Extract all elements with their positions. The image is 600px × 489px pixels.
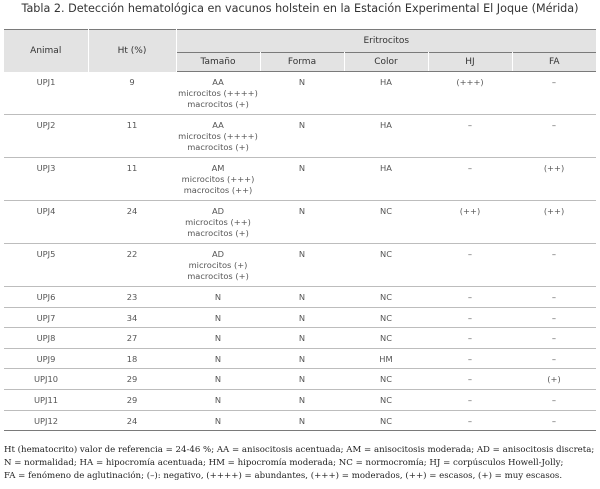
- cell-color: NC: [380, 312, 392, 323]
- cell-tamano: [176, 287, 260, 308]
- header-forma: Forma: [260, 53, 344, 72]
- tamano-line: macrocitos (+): [187, 142, 249, 153]
- cell-tamano: [176, 328, 260, 349]
- cell-fa: –: [551, 249, 557, 259]
- table-row: [4, 244, 596, 287]
- table-row: [4, 369, 596, 390]
- note-line: FA = fenómeno de aglutinación; (–): negativo, (++++) = abundantes, (+++) = moderados, (++) = escasos, (+) = muy escasos.: [4, 471, 563, 481]
- cell-hj: (++): [459, 206, 481, 216]
- cell-color: NC: [380, 249, 392, 259]
- cell-fa: –: [551, 292, 557, 302]
- tamano-line: N: [214, 353, 222, 364]
- cell-hj: –: [467, 374, 473, 385]
- cell-forma: N: [298, 312, 306, 323]
- cell-animal: UPJ4: [36, 206, 56, 216]
- cell-hj: –: [467, 292, 473, 302]
- cell-color: NC: [380, 206, 392, 216]
- cell-color: NC: [380, 292, 392, 302]
- cell-animal: UPJ9: [36, 353, 56, 364]
- tamano-line: microcitos (++++): [178, 131, 258, 142]
- cell-forma: N: [298, 163, 306, 173]
- header-hj: HJ: [428, 53, 512, 72]
- cell-forma: N: [298, 249, 306, 259]
- cell-animal: UPJ11: [33, 394, 59, 405]
- cell-tamano: [176, 389, 260, 410]
- cell-fa: (++): [543, 206, 565, 216]
- cell-animal: UPJ8: [36, 333, 56, 344]
- cell-fa: –: [551, 77, 557, 87]
- note-line: N = normalidad; HA = hipocromía acentuada; HM = hipocromía moderada; NC = normocromía; HJ = corpúsculos Howell-Jolly;: [4, 458, 564, 468]
- header-animal: Animal: [4, 30, 88, 72]
- note-line: Ht (hematocrito) valor de referencia = 24-46 %; AA = anisocitosis acentuada; AM = anisocitosis moderada; AD = anisocitosis discreta;: [4, 445, 595, 455]
- cell-ht: 18: [126, 353, 138, 364]
- header-fa: FA: [512, 53, 596, 72]
- cell-forma: N: [298, 394, 306, 405]
- cell-color: HA: [380, 120, 392, 130]
- tamano-line: N: [214, 415, 222, 426]
- cell-fa: –: [551, 415, 557, 426]
- cell-hj: –: [467, 312, 473, 323]
- cell-tamano: [176, 244, 260, 287]
- table-notes: [4, 444, 598, 483]
- cell-ht: 34: [126, 312, 138, 323]
- cell-forma: N: [298, 333, 306, 344]
- header-tamano: Tamaño: [176, 53, 260, 72]
- cell-animal: UPJ3: [36, 163, 56, 173]
- cell-hj: –: [467, 163, 473, 173]
- cell-color: NC: [380, 333, 392, 344]
- table-row: [4, 287, 596, 308]
- cell-fa: (+): [547, 374, 561, 385]
- cell-color: NC: [380, 374, 392, 385]
- cell-hj: –: [467, 333, 473, 344]
- cell-forma: N: [298, 374, 306, 385]
- cell-tamano: [176, 201, 260, 244]
- cell-hj: –: [467, 415, 473, 426]
- cell-tamano: [176, 410, 260, 431]
- cell-color: HM: [379, 353, 393, 364]
- tamano-line: AD: [211, 249, 225, 259]
- cell-ht: 29: [126, 394, 138, 405]
- cell-forma: N: [298, 292, 306, 302]
- cell-tamano: [176, 72, 260, 115]
- cell-forma: N: [298, 77, 306, 87]
- tamano-line: macrocitos (+): [187, 228, 249, 239]
- tamano-line: N: [214, 374, 222, 385]
- cell-fa: –: [551, 312, 557, 323]
- cell-hj: –: [467, 120, 473, 130]
- cell-forma: N: [298, 206, 306, 216]
- cell-forma: N: [298, 120, 306, 130]
- cell-ht: 27: [126, 333, 138, 344]
- tamano-line: microcitos (++): [185, 217, 251, 228]
- cell-hj: –: [467, 249, 473, 259]
- hematology-table: [4, 29, 596, 431]
- tamano-line: microcitos (++++): [178, 88, 258, 99]
- cell-ht: 9: [129, 76, 135, 87]
- tamano-line: AD: [211, 206, 225, 216]
- table-row: [4, 72, 596, 115]
- cell-forma: N: [298, 353, 306, 364]
- tamano-line: AA: [212, 120, 224, 130]
- cell-animal: UPJ5: [36, 249, 56, 259]
- cell-fa: (++): [543, 163, 565, 173]
- cell-ht: 24: [126, 415, 138, 426]
- cell-animal: UPJ6: [36, 292, 56, 302]
- cell-tamano: [176, 348, 260, 369]
- cell-ht: 22: [126, 249, 138, 259]
- cell-fa: –: [551, 333, 557, 344]
- header-color: Color: [344, 53, 428, 72]
- cell-ht: 11: [126, 163, 138, 173]
- tamano-line: AM: [211, 163, 225, 173]
- cell-fa: –: [551, 353, 557, 364]
- cell-animal: UPJ10: [33, 374, 59, 385]
- cell-hj: –: [467, 394, 473, 405]
- cell-hj: –: [467, 353, 473, 364]
- cell-color: HA: [380, 163, 392, 173]
- tamano-line: macrocitos (+): [187, 99, 249, 110]
- table-body: [4, 72, 596, 431]
- table-title: Tabla 2. Detección hematológica en vacunos holstein en la Estación Experimental El Joque (Mérida): [21, 2, 579, 15]
- tamano-line: AA: [212, 77, 224, 87]
- header-eritrocitos: Eritrocitos: [176, 30, 596, 53]
- tamano-line: macrocitos (+): [187, 271, 249, 282]
- tamano-line: N: [214, 312, 222, 323]
- tamano-line: microcitos (+): [188, 260, 248, 271]
- tamano-line: N: [214, 394, 222, 405]
- cell-color: NC: [380, 415, 392, 426]
- table-row: [4, 389, 596, 410]
- cell-ht: 24: [126, 206, 138, 216]
- cell-tamano: [176, 369, 260, 390]
- cell-animal: UPJ12: [33, 415, 59, 426]
- cell-hj: (+++): [456, 77, 484, 87]
- cell-ht: 23: [126, 292, 138, 302]
- cell-forma: N: [298, 415, 306, 426]
- cell-fa: –: [551, 120, 557, 130]
- tamano-line: microcitos (+++): [181, 174, 255, 185]
- cell-animal: UPJ7: [36, 312, 56, 323]
- cell-animal: UPJ2: [36, 120, 56, 130]
- table-row: [4, 307, 596, 328]
- tamano-line: macrocitos (++): [183, 185, 253, 196]
- cell-tamano: [176, 307, 260, 328]
- cell-tamano: [176, 158, 260, 201]
- table-row: [4, 115, 596, 158]
- table-row: [4, 348, 596, 369]
- cell-color: HA: [380, 77, 392, 87]
- cell-animal: UPJ1: [36, 76, 56, 87]
- table-row: [4, 328, 596, 349]
- cell-ht: 29: [126, 374, 138, 385]
- cell-color: NC: [380, 394, 392, 405]
- header-ht: Ht (%): [88, 30, 176, 72]
- cell-ht: 11: [126, 120, 138, 130]
- tamano-line: N: [214, 292, 222, 302]
- cell-tamano: [176, 115, 260, 158]
- tamano-line: N: [214, 333, 222, 344]
- table-row: [4, 410, 596, 431]
- cell-fa: –: [551, 394, 557, 405]
- table-row: [4, 201, 596, 244]
- table-row: [4, 158, 596, 201]
